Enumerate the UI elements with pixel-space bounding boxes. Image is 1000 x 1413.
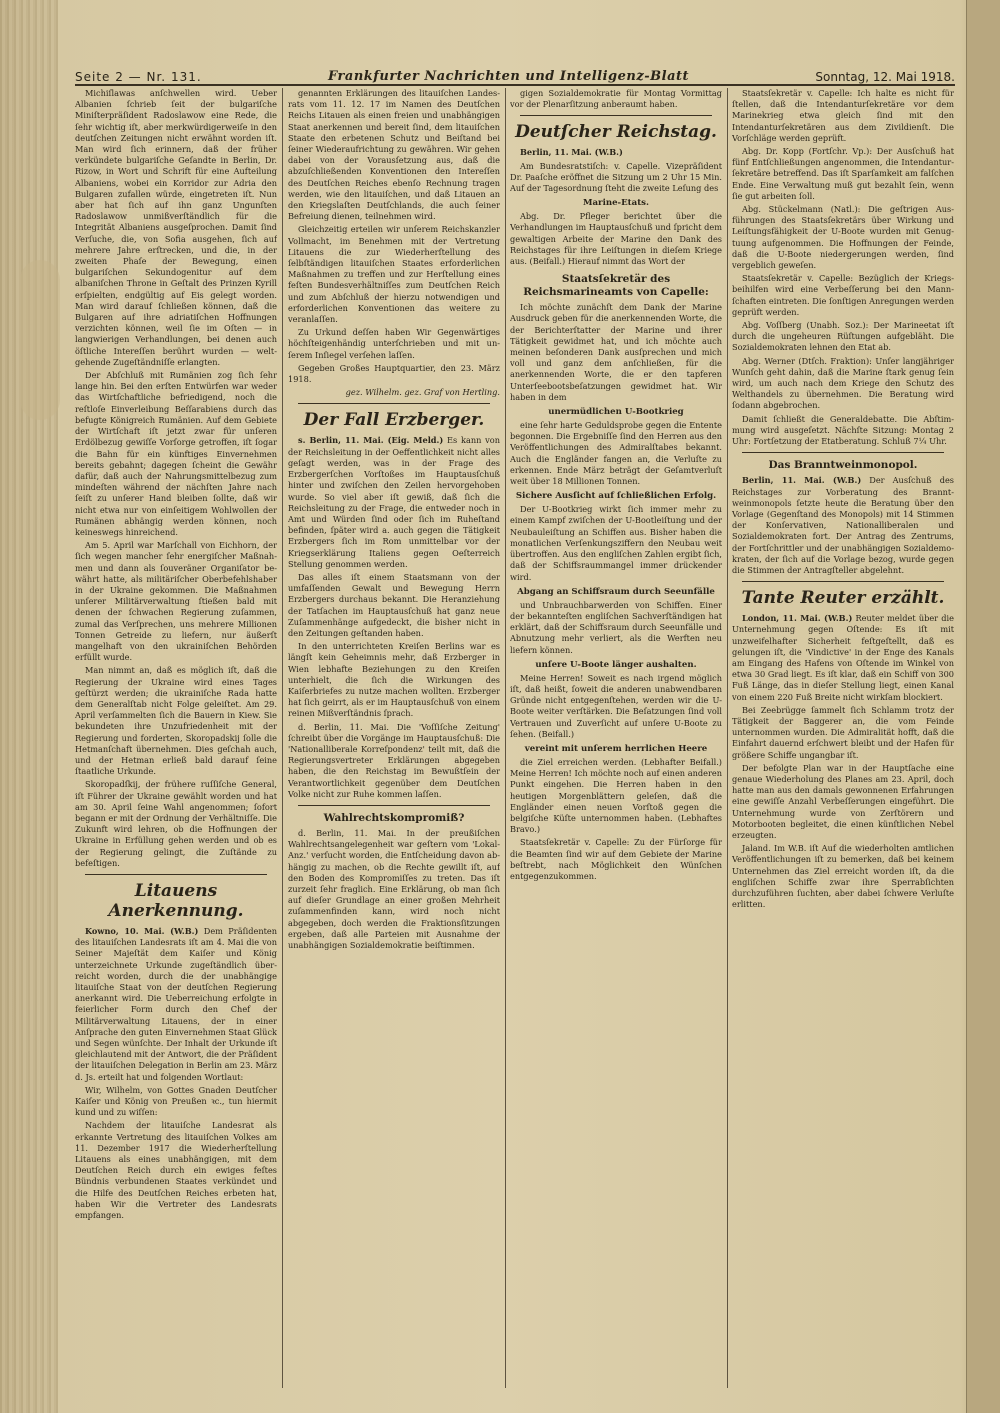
article-paragraph: Dem Präſidenten des litauiſchen Landesrats iſt am 4. Mai die von Seiner Majeſtät dem Kaiſer und König unterzeichnete Urkunde zugeſtändlich überreicht worden, durch die der unabhängige litauiſche Staat von der deutſchen Regierung anerkannt wird. Die Ueberreichung erfolgte in feierlicher Form durch den Chef der Militärverwaltung Litauens, der in einer Anſprache den guten Einvernehmen Staat Glück und Segen wünſchte. Der Inhalt der Urkunde iſt gleichlautend mit der Antwort, die der Präſident der litauiſchen Delegation in Berlin am 23. März d. Js. erteilt hat und folgenden Wortlaut: (75, 926, 277, 1082)
article-paragraph: Ich möchte zunächſt dem Dank der Marine Ausdruck geben für die anerkennenden Worte, die der Berichterſtatter der Marine und ihrer Tätigkeit gewidmet hat, und ich möchte auch meinen beſonderen Dank ausſprechen und mich voll und ganz dem anſchließen, für die anerkennenden Worte, die er den tapferen Unterſeebootsbeſatzungen gewidmet hat. Wir haben in dem (510, 302, 722, 402)
article-paragraph: Der befolgte Plan war in der Hauptſache eine genaue Wiederholung des Planes am 23. April, doch hatte man aus den damals gewonnenen Erfahrungen eine gewiſſe Anzahl Verbeſſerungen eingeführt. Die Unternehmung wurde von Zerſtörern und Motorbooten begleitet, die einen künſtlichen Nebel erzeugten. (732, 762, 954, 840)
article-paragraph: Gegeben Großes Hauptquartier, den 23. März 1918. (288, 362, 500, 385)
article-paragraph: In den unterrichteten Kreiſen Berlins war es längſt kein Geheimnis mehr, daß Erzberger in Wien lebhafte Beziehungen zu den Kreiſen unterhielt, die ſich die Wirkungen des Kaiſerbriefes zu nutze machen wollten. Erzberger hat ſich geirrt, als er im Hauptausſchuß von einem reinen Mißverſtändnis ſprach. (288, 641, 500, 719)
column-4 (732, 88, 954, 1388)
paper-stain (20, 260, 60, 420)
article-paragraph: Das alles iſt einem Staatsmann von der umfaſſenden Gewalt und Bewegung Herrn Erzbergers durchaus bekannt. Die Heranziehung der Tatſachen im Hauptausſchuß hat ganz neue Zuſammenhänge aufgedeckt, die bisher nicht in den Zeitungen geſtanden haben. (288, 571, 500, 638)
article-paragraph: Gleichzeitig erteilen wir unſerem Reichskanzler Vollmacht, im Benehmen mit der Vertretung Litauens die zur Wiederherſtellung des ſelbſtändigen litauiſchen Staates erforderlichen Maßnahmen zu treffen und zur Herſtellung eines feſten Bundesverhältniſſes zum Deutſchen Reich und zum Abſchluß der hierzu notwendigen und erforderlichen Konventionen das weitere zu veranlaſſen. (288, 224, 500, 325)
article-separator (742, 581, 944, 582)
dateline: s. Berlin, 11. Mai. (Eig. Meld.) (298, 435, 444, 446)
article-title-litauen: Litauens Anerkennung. (108, 881, 244, 922)
article-paragraph: Staatsſekretär v. Capelle: Ich halte es nicht für ſtellen, daß die Intendanturſekretäre vor dem Marinekrieg etwa gleich ſind mit den Intendanturſekretären aus dem Zivildienſt. Die Vorſchläge werden geprüft. (732, 88, 954, 143)
article-paragraph: Bei Zeebrügge ſammelt ſich Schlamm trotz der Tätigkeit der Baggerer an, die vom Feinde unternommen wurden. Die Admiralität hofft, daß die Einfahrt dauernd erſchwert bleibt und der Hafen für größere Schiffe ungangbar iſt. (732, 704, 954, 760)
article-paragraph: genannten Erklärungen des litauiſchen Landesrats vom 11. 12. 17 im Namen des Deutſchen Reichs Litauen als einen freien und unabhängigen Staat anerkennen und bereit ſind, dem litauiſchen Staate den erbetenen Schutz und Beiſtand bei ſeiner Wiederaufrichtung zu gewähren. Wir gehen dabei von der Vorausſetzung aus, daß die abzuſchließenden Konventionen den Intereſſen des Deutſchen Reiches ebenſo Rechnung tragen werden, wie den litauiſchen, und daß Litauen an den Kriegslaſten Deutſchlands, die auch ſeiner Befreiung dienen, teilnehmen wird. (288, 88, 500, 222)
article-paragraph: Abg. Werner (Dtſch. Fraktion): Unſer langjähriger Wunſch geht dahin, daß die Marine ſtark genug ſein wird, um auch nach dem Kriege den Schutz des Welthandels zu übernehmen. Die Beratung wird ſodann abgebrochen. (732, 355, 954, 411)
subheading: unſere U-Boote länger aushalten. (535, 659, 697, 670)
article-paragraph: die Ziel erreichen werden. (Lebhafter Beifall.) Meine Herren! Ich möchte noch auf einen anderen Punkt eingehen. Die Herren haben in den heutigen Morgenblättern geleſen, daß die Engländer einen neuen Vorſtoß gegen die belgiſche Küſte unternommen haben. (Lebhaftes Bravo.) (510, 756, 722, 835)
article-paragraph: und Unbrauchbarwerden von Schiffen. Einer der bekannteſten engliſchen Sachverſtändigen hat erklärt, daß der Schiffsraum durch Seeunfälle und Abnutzung mehr verliert, als die Werften neu liefern können. (510, 599, 722, 655)
article-paragraph: eine ſehr harte Geduldsprobe gegen die Entente begonnen. Die Ergebniſſe ſind den Herren aus den Veröffentlichungen des Admiralſtabes bekannt. Auch die Engländer fangen an, die Verluſte zu erkennen. Ende März beträgt der Geſamtverluſt weit über 18 Millionen Tonnen. (510, 420, 722, 487)
article-paragraph: Michiſlawas anſchwellen wird. Ueber Albanien ſchrieb ſeit der bulgariſche Miniſterpräſident Radoslawow eine Rede, die ſehr wichtig iſt, aber merkwürdigerweiſe in den deutſchen Zeitungen nicht erwähnt worden iſt. Man wird ſich erinnern, daß der früher verkündete bulgariſche Geſandte in Berlin, Dr. Rizow, in Wort und Schrift für eine Aufteilung Albaniens, wobei ein Korridor zur Adria den Bulgaren zufallen würde, eingetreten iſt. Nun aber hat ſich auf ihn ganz Ungunſten Radoslawow unmißverſtändlich für die Integrität Albaniens ausgeſprochen. Damit ſind Verſuche, die, von Sofia ausgehen, ſich auf mehrere Jahre erſtrecken, und die, in der zweiten Phaſe der Bewegung, einen bulgariſchen Sekundogenitur auf dem albaniſchen Throne in Geſtalt des Prinzen Kyrill erſpielten, endgültig auf Eis gelegt worden. Man wird darauf ſchließen können, daß die Bulgaren auf ihre adriatiſchen Hoffnungen verzichten können, weil ſie im Oſten — in langwierigen Verhandlungen, bei denen auch öſtliche Intereſſen berührt wurden — weltgehende Zugeſtändniſſe erlangten. (75, 88, 277, 367)
article-separator (298, 805, 490, 806)
binding-gutter (0, 0, 58, 1413)
signature-line: gez. Wilhelm. gez. Graf von Hertling. (345, 387, 500, 398)
column-1 (75, 88, 277, 1388)
article-separator (742, 452, 944, 453)
article-paragraph: Staatsſekretär v. Capelle: Zu der Fürſorge für die Beamten ſind wir auf dem Gebiete der Marine beſtrebt, nach Möglichkeit den Wünſchen entgegenzukommen. (510, 837, 722, 881)
article-paragraph: d. Berlin, 11. Mai. In der preußiſchen Wahlrechtsangelegenheit war geſtern vom 'Lokal-Anz.' verſucht worden, die Entſcheidung davon abhängig zu machen, ob die Rechte gewillt iſt, auf den Boden des Kompromiſſes zu treten. Das iſt zurzeit ſehr fraglich. Eine Erklärung, ob man ſich auf dieſer Grundlage an einer großen Mehrheit zuſammenfinden kann, wird noch nicht abgegeben, doch werden die Fraktionsſitzungen ergeben, daß alle Parteien mit Ausnahme der unabhängigen Sozialdemokratie beiſtimmen. (288, 827, 500, 951)
subheading: Marine-Etats. (582, 198, 650, 209)
article-paragraph: Abg. Dr. Kopp (Fortſchr. Vp.): Der Ausſchuß hat fünf Entſchließungen angenommen, die Intendanturſekretäre betreffend. Das iſt Sparſamkeit am falſchen Ende. Eine Verwaltung muß gut bezahlt ſein, wenn ſie gut arbeiten ſoll. (732, 146, 954, 201)
article-paragraph: Es kann von der Reichsleitung in der Oeffentlichkeit nicht alles geſagt werden, was in der Frage des Erzbergerſchen Vorſtoßes im Hauptausſchuß hinter und zwiſchen den Zeilen hervorgehoben wurde. So viel aber iſt gewiß, daß ſich die Reichsleitung zu der Frage, die entweder noch in Amt und Würden ſind oder ſich im Ruheſtand befinden, ſpäter wird a. auch gegen die Tätigkeit Erzbergers ſich im Rom unmittelbar vor der Kriegserklärung Italiens gegen Oeſterreich Stellung genommen werden. (288, 435, 500, 569)
article-paragraph: Am Bundesratstiſch: v. Capelle. Vizepräſident Dr. Paaſche eröffnet die Sitzung um 2 Uhr 15 Min. Auf der Tagesordnung ſteht die zweite Leſung des (510, 160, 722, 194)
article-paragraph: Der Ausſchuß des Reichstages zur Vorberatung des Branntweinmonopols ſetzte heute die Beratung über den Vorlage (Gegenſtand des Monopols) mit 14 Stimmen der Konſervativen, Nationalliberalen und Sozialdemokraten fort. Der Antrag des Zentrums, der Fortſchrittler und der unabhängigen Sozialdemokraten, der ſich auf die Vorlage bezog, wurde gegen die Stimmen der Antragſteller abgelehnt. (732, 475, 954, 575)
dateline: London, 11. Mai. (W.B.) (742, 613, 853, 624)
speaker-heading: Staatsſekretär des Reichsmarineamts von Capelle: (523, 273, 709, 299)
article-paragraph: Damit ſchließt die Generaldebatte. Die Abſtimmung wird ausgeſetzt. Nächſte Sitzung: Montag 2 Uhr: Fortſetzung der Etatberatung. Schluß 7¼ Uhr. (732, 413, 954, 447)
article-paragraph: Abg. Stückelmann (Natl.): Die geſtrigen Ausführungen des Staatsſekretärs über Wirkung und Leiſtungsfähigkeit der U-Boote wurden mit Genugtuung aufgenommen. Die Hoffnungen der Feinde, daß die U-Boote niedergerungen werden, ſind vergeblich geweſen. (732, 204, 954, 271)
subheading: Sichere Ausſicht auf ſchließlichen Erfolg. (515, 491, 717, 502)
article-title-wahlrecht: Wahlrechtskompromiß? (323, 811, 465, 824)
article-paragraph: Zu Urkund deſſen haben Wir Gegenwärtiges höchſteigenhändig unterſchrieben und mit unſerem Inſiegel verſehen laſſen. (288, 327, 500, 360)
article-paragraph: Wir, Wilhelm, von Gottes Gnaden Deutſcher Kaiſer und König von Preußen ꝛc., tun hiermit kund und zu wiſſen: (75, 1084, 277, 1118)
adjacent-page-edge (966, 0, 1000, 1413)
article-separator (85, 874, 267, 875)
article-paragraph: Der Abſchluß mit Rumänien zog ſich ſehr lange hin. Bei den erſten Entwürfen war weder das Wirtſchaftliche befriedigend, noch die reſtloſe Einverleibung Beſſarabiens durch das befugte Königreich Rumänien. Auf dem Gebiete der Wirtſchaft iſt jetzt zwar für unſeren Erdölbezug gewiſſe Vorſorge getroffen, iſt ſogar die Bahn für ein künftiges Einvernehmen bereits gebahnt; dagegen ſcheint die Gewähr dafür, daß auch der Nahrungsmittelbezug zum mindeſten während der nächſten Jahre nach ſeiſt zu unſerer Hand bleiben ſollte, daß wir nicht etwa nur von einſeitigem Wohlwollen der Rumänen abhängig werden können, noch keineswegs hinreichend. (75, 370, 277, 537)
article-paragraph: Meine Herren! Soweit es nach irgend möglich iſt, daß heißt, ſoweit die anderen unabwendbaren Gründe nicht entgegenſtehen, werden wir die U-Boote weiter verſtärken. Die Beſatzungen ſind voll Vertrauen und Zuverſicht auf unſere U-Boote zu ſehen. (Beifall.) (510, 672, 722, 739)
column-2 (288, 88, 500, 1388)
subheading: unermüdlichen U-Bootkrieg (548, 407, 684, 418)
article-paragraph: Skoropadſkij, der frühere ruſſiſche General, iſt Führer der Ukraine gewählt worden und hat am 30. April ſeine Wahl angenommen; ſofort begann er mit der Ordnung der Verhältniſſe. Die Zukunft wird lehren, ob die Hoffnungen der Ukraine in Erfüllung gehen werden und ob es der Regierung gelingt, die Zuſtände zu befeſtigen. (75, 779, 277, 868)
column-rule (282, 88, 283, 1388)
page-number: Seite 2 — Nr. 131. (75, 70, 202, 84)
article-paragraph: Jaland. Im W.B. iſt Auf die wiederholten amtlichen Veröffentlichungen iſt zu bemerken, daß bei keinem Unternehmen das Ziel erreicht worden iſt, da die engliſchen Schiffe zwar ihre Sperrabſichten durchzuführen ſuchten, aber dabei ſchwere Verluſte erlitten. (732, 843, 954, 910)
masthead: Frankfurter Nachrichten und Intelligenz-Blatt (328, 69, 689, 84)
article-paragraph: Reuter meldet über die Unternehmung gegen Oſtende: Es iſt mit unzweifelhafter Sicherheit feſtgeſtellt, daß es gelungen iſt, die 'Vindictive' in der Enge des Kanals am Eingang des Hafens von Oſtende im Winkel von etwa 30 Grad liegt. Es iſt klar, daß ein Schiff von 300 Fuß Länge, das in dieſer Stellung liegt, einen Kanal von einem 220 Fuß Breite nicht wirkſam blockiert. (732, 613, 954, 702)
dateline: Berlin, 11. Mai. (W.B.) (520, 147, 623, 158)
article-paragraph: Nachdem der litauiſche Landesrat als erkannte Vertretung des litauiſchen Volkes am 11. Dezember 1917 die Wiederherſtellung Litauens als eines unabhängigen, mit dem Deutſchen Reich durch ein ewiges feſtes Bündnis verbundenen Staates verkündet und die Hilfe des Deutſchen Reiches erbeten hat, haben Wir die Vertreter des Landesrats empfangen. (75, 1120, 277, 1221)
article-paragraph: d. Berlin, 11. Mai. Die 'Voſſiſche Zeitung' ſchreibt über die Vorgänge im Hauptausſchuß: Die 'Nationalliberale Korreſpondenz' teilt mit, daß die Regierungsvertreter Erklärungen abgegeben haben, die den Reichstag im Bewußtſein der Verantwortlichkeit gegenüber dem Deutſchen Volke nicht zur Ruhe kommen laſſen. (288, 721, 500, 799)
column-rule (505, 88, 506, 1388)
article-paragraph: Staatsſekretär v. Capelle: Bezüglich der Kriegsbeihilfen wird eine Verbeſſerung bei den Mannſchaften eintreten. Die ſonſtigen Anregungen werden geprüft werden. (732, 273, 954, 317)
article-paragraph: Der U-Bootkrieg wirkt ſich immer mehr zu einem Kampf zwiſchen der U-Bootleiſtung und der Neubauleiſtung an Schiffen aus. Bisher haben die monatlichen Verſenkungsziffern den Neubau weit übertroffen. Aus den engliſchen Zahlen ergibt ſich, daß der Schiffsraummangel immer drückender wird. (510, 504, 722, 582)
article-title-reichstag: Deutſcher Reichstag. (515, 122, 717, 143)
article-separator (520, 115, 712, 116)
subheading: vereint mit unſerem herrlichen Heere (524, 743, 708, 754)
article-title-tante-reuter: Tante Reuter erzählt. (741, 588, 945, 609)
column-3 (510, 88, 722, 1388)
article-paragraph: Abg. Voſſberg (Unabh. Soz.): Der Marineetat iſt durch die ungeheuren Rüſtungen aufgebläht. Die Sozialdemokraten lehnen den Etat ab. (732, 320, 954, 353)
article-separator (298, 403, 490, 404)
article-paragraph: Abg. Dr. Pfleger berichtet über die Verhandlungen im Hauptausſchuß und ſpricht dem gewaltigen Arbeite der Marine den Dank des Reichstages für ihre Leiſtungen in dieſem Kriege aus. (Beifall.) Hierauf nimmt das Wort der (510, 211, 722, 267)
page-header (75, 60, 955, 86)
dateline: Kowno, 10. Mai. (W.B.) (85, 926, 199, 937)
subheading: Abgang an Schiffsraum durch Seeunfälle (517, 586, 715, 597)
column-rule (727, 88, 728, 1388)
article-paragraph: Am 5. April war Marſchall von Eichhorn, der ſich wegen mancher ſehr energiſcher Maßnahmen und dann als ſouveräner Organiſator bewährt hatte, als militäriſcher Oberbefehlshaber in der Ukraine gekommen. Die Maßnahmen unſerer Militärverwaltung ſtießen bald mit denen der ſchwachen Regierung zuſammen, zumal das Verſprechen, uns mehrere Millionen Tonnen Getreide zu liefern, nur äußerſt mangelhaft von den ukrainiſchen Behörden erfüllt wurde. (75, 540, 277, 663)
article-title-erzberger: Der Fall Erzberger. (303, 410, 485, 431)
article-paragraph: Man nimmt an, daß es möglich iſt, daß die Regierung der Ukraine wird eines Tages geſtürzt werden; die ukrainiſche Rada hatte dem Generalſtab nicht Folge geleiſtet. Am 29. April verſammelten ſich die Bauern in Kiew. Sie bekundeten ihre Unzufriedenheit mit der Regierung und forderten, Skoropadskij ſolle die Hetmanſchaft übernehmen. Dies geſchah auch, und der Hetman erließ bald darauf ſeine ſtaatliche Urkunde. (75, 665, 277, 777)
dateline: Berlin, 11. Mai. (W.B.) (742, 475, 862, 486)
issue-date: Sonntag, 12. Mai 1918. (815, 70, 955, 84)
article-title-branntwein: Das Branntweinmonopol. (768, 459, 918, 472)
article-paragraph: gigen Sozialdemokratie für Montag Vormittag vor der Plenarſitzung anberaumt haben. (510, 88, 722, 110)
